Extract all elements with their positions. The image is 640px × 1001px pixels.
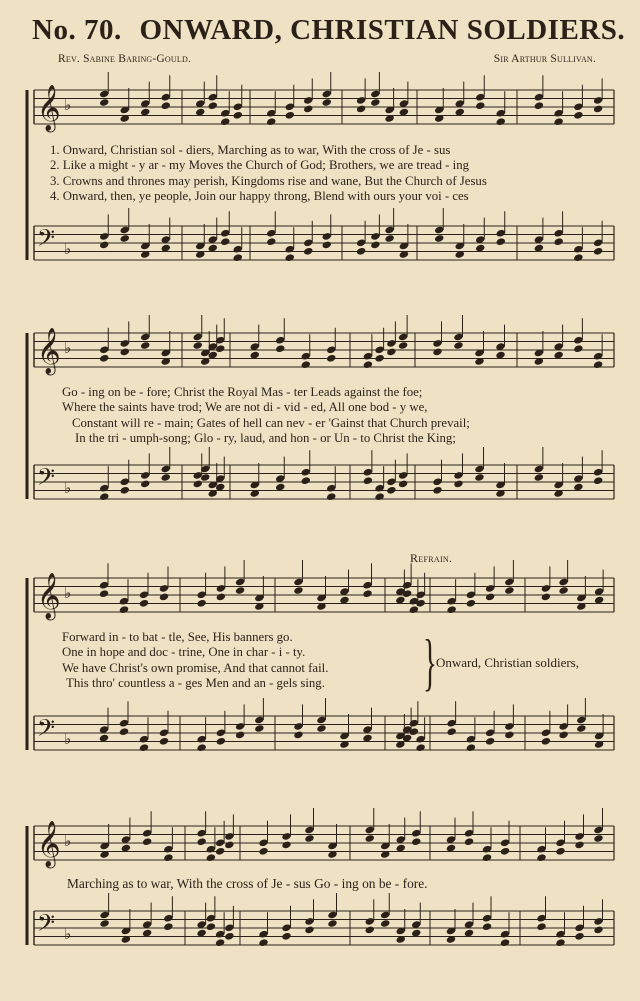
note-head: [120, 347, 130, 356]
verse-line: Go - ing on be - fore; Christ the Royal Mas - ter Leads against the foe;: [62, 385, 423, 399]
note-head: [99, 492, 109, 501]
note-head: [196, 743, 206, 752]
note-head: [233, 253, 243, 262]
note-head: [363, 476, 373, 485]
flat-icon: ♭: [64, 730, 72, 748]
note-head: [163, 853, 173, 862]
note-head: [285, 253, 295, 262]
note-head: [534, 473, 544, 482]
note-head: [215, 938, 225, 947]
note-head: [99, 589, 109, 598]
note-head: [258, 938, 268, 947]
verse-line: Constant will re - main; Gates of hell can nev - er 'Gainst that Church prevail;: [72, 415, 470, 430]
bass-clef-icon: 𝄢: [37, 463, 56, 496]
treble-clef-icon: 𝄞: [37, 821, 61, 867]
note-head: [453, 479, 463, 488]
note-head: [161, 101, 171, 110]
note-head: [593, 104, 603, 113]
note-head: [140, 341, 150, 350]
note-head: [235, 586, 245, 595]
note-head: [500, 938, 510, 947]
note-head: [593, 476, 603, 485]
note-head: [370, 98, 380, 107]
verse-line: One in hope and doc - trine, One in char - i - ty.: [62, 645, 306, 660]
note-head: [374, 354, 384, 363]
note-head: [224, 840, 234, 849]
note-head: [356, 104, 366, 113]
note-head: [356, 247, 366, 256]
note-head: [593, 925, 603, 934]
note-head: [573, 253, 583, 262]
verse-line: Forward in - to bat - tle, See, His banners go.: [62, 630, 293, 644]
note-head: [304, 834, 314, 843]
note-head: [553, 237, 563, 246]
note-head: [220, 237, 230, 246]
note-head: [142, 837, 152, 846]
note-head: [99, 240, 109, 249]
note-head: [411, 837, 421, 846]
flat-icon: ♭: [64, 925, 72, 943]
note-head: [415, 743, 425, 752]
flat-icon: ♭: [64, 339, 72, 357]
note-head: [541, 592, 551, 601]
note-head: [576, 724, 586, 733]
note-head: [500, 847, 510, 856]
note-head: [593, 247, 603, 256]
note-head: [496, 117, 506, 126]
note-head: [163, 922, 173, 931]
note-head: [536, 922, 546, 931]
note-head: [398, 341, 408, 350]
note-head: [322, 98, 332, 107]
note-head: [434, 234, 444, 243]
note-head: [159, 737, 169, 746]
note-head: [365, 925, 375, 934]
note-head: [485, 592, 495, 601]
note-head: [293, 730, 303, 739]
note-head: [555, 847, 565, 856]
verse-line: Where the saints have trod; We are not di - vid - ed, All one bod - y we,: [62, 400, 428, 415]
note-head: [208, 101, 218, 110]
note-head: [139, 743, 149, 752]
note-head: [193, 479, 203, 488]
note-head: [99, 98, 109, 107]
note-head: [482, 922, 492, 931]
note-head: [326, 354, 336, 363]
note-head: [446, 605, 456, 614]
flat-icon: ♭: [64, 240, 72, 258]
note-head: [215, 847, 225, 856]
note-head: [316, 724, 326, 733]
note-head: [119, 727, 129, 736]
refrain-line: Marching as to war, With the cross of Je - sus Go - ing on be - fore.: [67, 876, 428, 891]
note-head: [206, 853, 216, 862]
note-head: [140, 479, 150, 488]
verse-line: 1. Onward, Christian sol - diers, Marching as to war, With the cross of Je - sus: [50, 143, 451, 157]
hymn-number: No. 70.: [32, 14, 122, 46]
note-head: [398, 479, 408, 488]
note-head: [281, 932, 291, 941]
verse-line: 2. Like a might - y ar - my Moves the Church of God; Brothers, we are tread - ing: [50, 158, 469, 173]
system1-lyrics: [50, 143, 487, 204]
bass-clef-icon: 𝄢: [37, 714, 56, 747]
note-head: [558, 730, 568, 739]
lyric-brace: }: [423, 626, 437, 697]
note-head: [365, 834, 375, 843]
note-head: [475, 101, 485, 110]
note-head: [593, 834, 603, 843]
note-head: [275, 344, 285, 353]
bass-clef-icon: 𝄢: [37, 224, 56, 257]
note-head: [193, 341, 203, 350]
note-head: [466, 599, 476, 608]
note-head: [370, 240, 380, 249]
note-head: [496, 237, 506, 246]
note-head: [482, 853, 492, 862]
note-head: [384, 234, 394, 243]
flat-icon: ♭: [64, 96, 72, 114]
note-head: [293, 586, 303, 595]
note-head: [216, 592, 226, 601]
note-head: [504, 586, 514, 595]
note-head: [485, 737, 495, 746]
note-head: [593, 360, 603, 369]
note-head: [99, 354, 109, 363]
note-head: [322, 240, 332, 249]
note-head: [119, 605, 129, 614]
note-head: [386, 486, 396, 495]
flat-icon: ♭: [64, 479, 72, 497]
note-head: [281, 840, 291, 849]
note-head: [216, 737, 226, 746]
music-credit: Sir Arthur Sullivan.: [493, 53, 596, 65]
note-head: [453, 341, 463, 350]
note-head: [301, 360, 311, 369]
note-head: [285, 111, 295, 120]
note-head: [573, 344, 583, 353]
note-head: [386, 347, 396, 356]
note-head: [99, 919, 109, 928]
note-head: [258, 847, 268, 856]
note-head: [534, 101, 544, 110]
note-head: [301, 476, 311, 485]
note-head: [432, 347, 442, 356]
treble-clef-icon: 𝄞: [37, 85, 61, 131]
note-head: [362, 589, 372, 598]
note-head: [326, 492, 336, 501]
note-head: [536, 853, 546, 862]
note-head: [206, 922, 216, 931]
flat-icon: ♭: [64, 584, 72, 602]
verse-line: In the tri - umph-song; Glo - ry, laud, and hon - or Un - to Christ the King;: [75, 430, 456, 445]
verse-line: This thro' countless a - ges Men and an - gels sing.: [66, 675, 325, 690]
verse-line: 4. Onward, then, ye people, Join our happy throng, Blend with ours your voi - ces: [50, 188, 469, 203]
hymn-title: ONWARD, CHRISTIAN SOLDIERS.: [139, 14, 626, 46]
note-head: [120, 486, 130, 495]
note-head: [233, 111, 243, 120]
system3-lyrics: [62, 630, 328, 691]
note-head: [224, 932, 234, 941]
flat-icon: ♭: [64, 832, 72, 850]
note-head: [254, 724, 264, 733]
note-head: [574, 840, 584, 849]
words-credit: Rev. Sabine Baring-Gould.: [58, 53, 192, 65]
note-head: [553, 117, 563, 126]
note-head: [266, 117, 276, 126]
note-head: [120, 234, 130, 243]
note-head: [363, 360, 373, 369]
note-head: [555, 938, 565, 947]
note-head: [235, 730, 245, 739]
note-head: [374, 492, 384, 501]
note-head: [474, 473, 484, 482]
verse-line: We have Christ's own promise, And that cannot fail.: [62, 660, 329, 675]
note-head: [220, 117, 230, 126]
note-head: [432, 486, 442, 495]
note-head: [464, 837, 474, 846]
note-head: [161, 473, 171, 482]
note-head: [409, 605, 419, 614]
refrain-lyric: Onward, Christian soldiers,: [436, 655, 579, 670]
note-head: [541, 737, 551, 746]
note-head: [266, 237, 276, 246]
note-head: [446, 727, 456, 736]
note-head: [574, 932, 584, 941]
note-head: [573, 111, 583, 120]
treble-clef-icon: 𝄞: [37, 328, 61, 374]
bass-clef-icon: 𝄢: [37, 909, 56, 942]
note-head: [327, 919, 337, 928]
treble-clef-icon: 𝄞: [37, 573, 61, 619]
system4-lyrics: [67, 876, 428, 891]
note-head: [159, 592, 169, 601]
system2-lyrics: [62, 385, 470, 446]
note-head: [466, 743, 476, 752]
note-head: [139, 599, 149, 608]
note-head: [303, 247, 313, 256]
note-head: [504, 730, 514, 739]
note-head: [196, 599, 206, 608]
verse-line: 3. Crowns and thrones may perish, Kingdoms rise and wane, But the Church of Jesus: [50, 173, 487, 188]
refrain-label: Refrain.: [410, 551, 453, 565]
note-head: [304, 925, 314, 934]
note-head: [380, 919, 390, 928]
note-head: [196, 837, 206, 846]
note-head: [558, 586, 568, 595]
note-head: [303, 104, 313, 113]
